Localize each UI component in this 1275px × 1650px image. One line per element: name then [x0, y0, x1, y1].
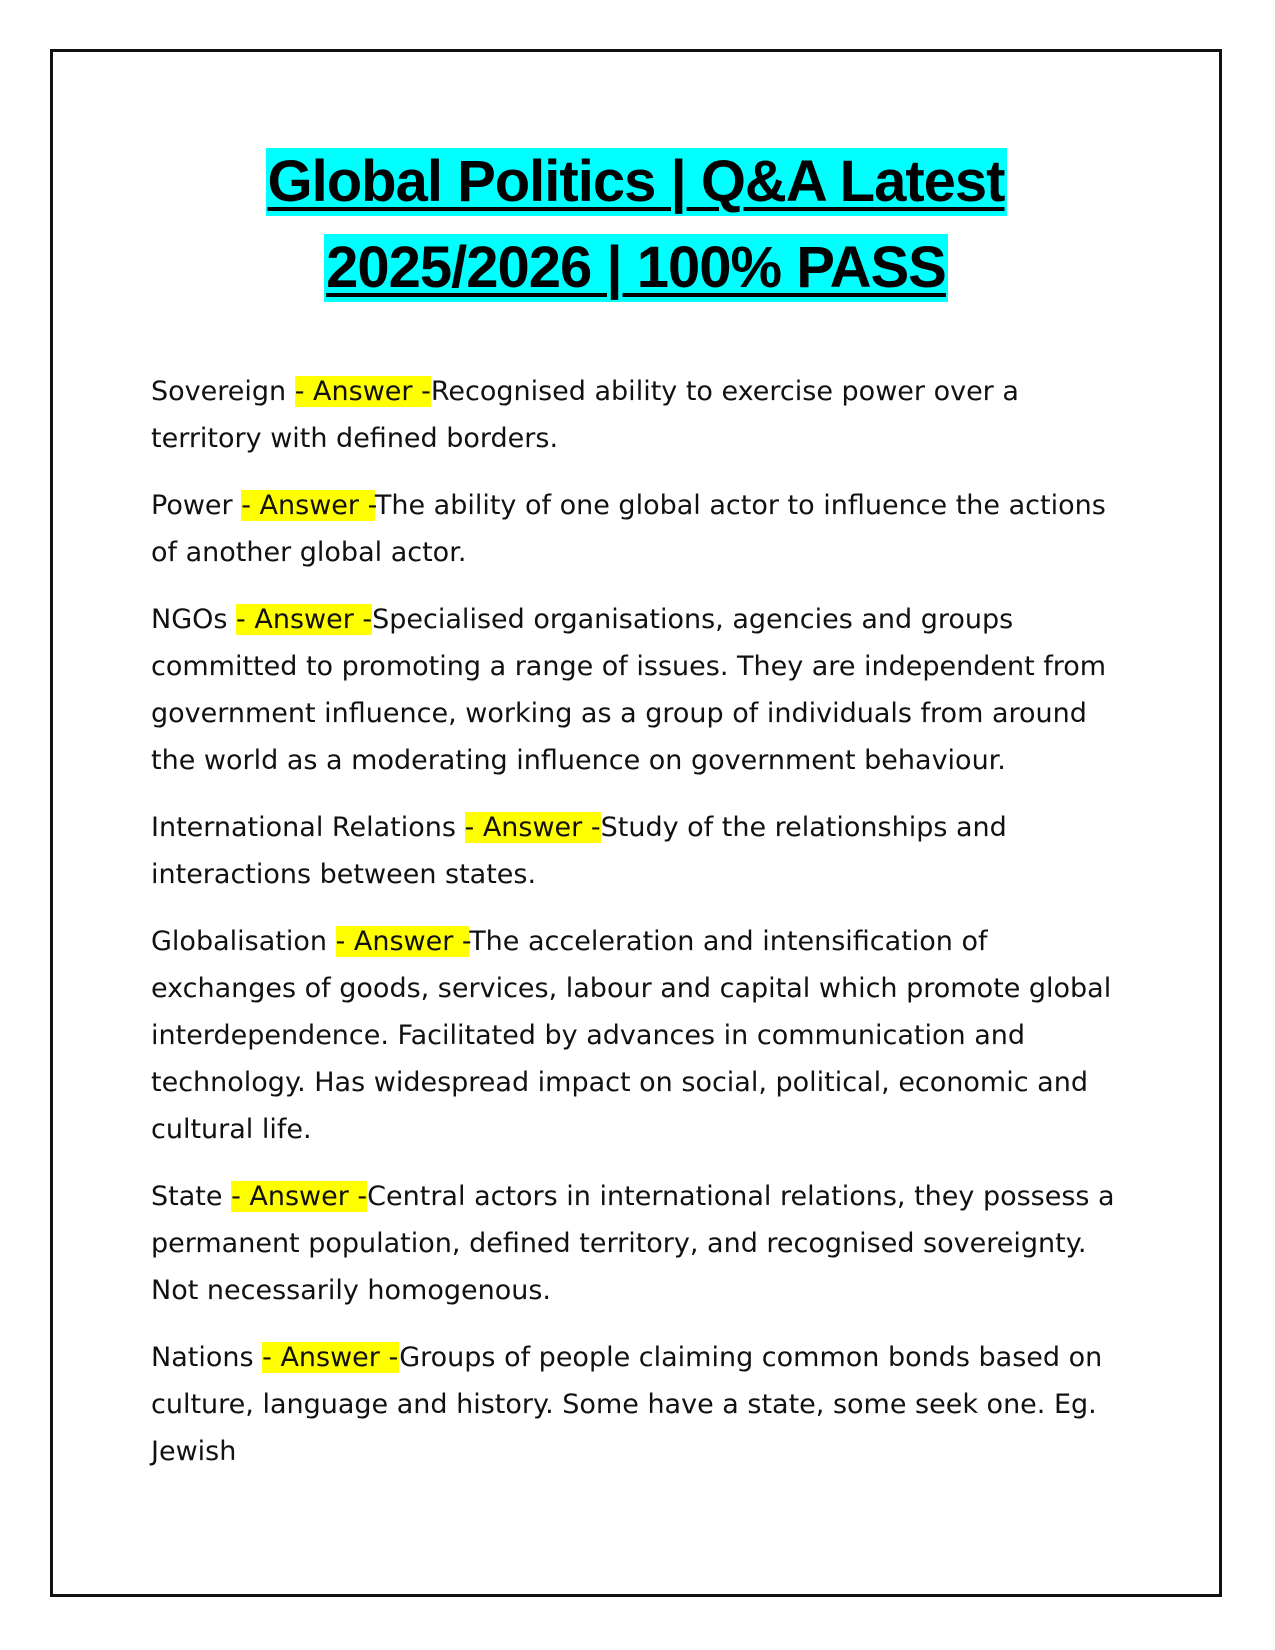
- qa-definition: Groups of people claiming common bonds based on culture, language and history. Some have a state, some seek one. Eg. Jewish: [151, 1342, 1103, 1467]
- qa-item: [151, 596, 1131, 784]
- qa-definition: The ability of one global actor to influence the actions of another global actor.: [151, 490, 1106, 568]
- qa-term: Sovereign: [151, 376, 287, 407]
- answer-marker: - Answer -: [241, 490, 375, 521]
- qa-item: [151, 482, 1131, 576]
- answer-marker: - Answer -: [236, 604, 373, 635]
- answer-marker: - Answer -: [262, 1342, 400, 1373]
- qa-item: [151, 1334, 1131, 1475]
- qa-term: Nations: [151, 1342, 254, 1373]
- title-line-1: Global Politics | Q&A Latest: [267, 149, 1005, 214]
- qa-term: International Relations: [151, 812, 456, 843]
- qa-term: State: [151, 1181, 223, 1212]
- qa-definition: Specialised organisations, agencies and groups committed to promoting a range of issues. They are independent from government influence, working as a group of individuals from around the world as a moderating influence on government behaviour.: [151, 604, 1107, 776]
- qa-definition: The acceleration and intensification of exchanges of goods, services, labour and capital which promote global interdependence. Facilitated by advances in communication and technology. Has widespread impact on social, political, economic and cultural life.: [151, 926, 1112, 1145]
- qa-item: [151, 1173, 1131, 1314]
- qa-term: Globalisation: [151, 926, 327, 957]
- qa-term: Power: [151, 490, 233, 521]
- title-line-2: 2025/2026 | 100% PASS: [326, 235, 946, 300]
- answer-marker: - Answer -: [231, 1181, 368, 1212]
- qa-item: [151, 804, 1131, 898]
- document-title: [50, 142, 1222, 314]
- qa-list: [151, 368, 1131, 1495]
- answer-marker: - Answer -: [464, 812, 601, 843]
- answer-marker: - Answer -: [335, 926, 470, 957]
- qa-definition: Recognised ability to exercise power over a territory with defined borders.: [151, 376, 1019, 454]
- qa-definition: Central actors in international relations, they possess a permanent population, defined territory, and recognised sovereignty. Not necessarily homogenous.: [151, 1181, 1115, 1306]
- qa-item: [151, 368, 1131, 462]
- qa-definition: Study of the relationships and interactions between states.: [151, 812, 1007, 890]
- qa-term: NGOs: [151, 604, 228, 635]
- answer-marker: - Answer -: [294, 376, 431, 407]
- qa-item: [151, 918, 1131, 1153]
